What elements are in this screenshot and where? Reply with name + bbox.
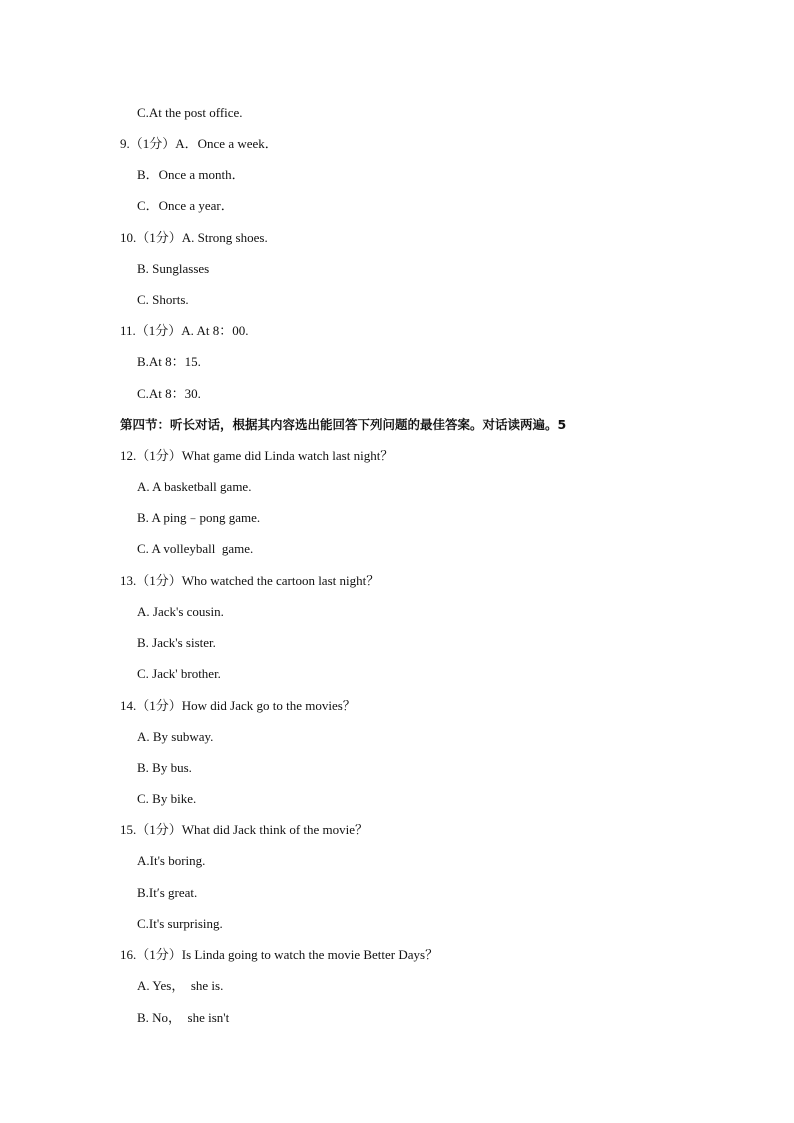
- option-15c: C.It's surprising.: [137, 916, 223, 931]
- question-11: 11.（1分）A. At 8：00.: [120, 323, 249, 338]
- question-13: 13.（1分）Who watched the cartoon last night？: [120, 573, 380, 588]
- option-9b: B．Once a month．: [137, 167, 245, 182]
- option-15b: B.It′s great.: [137, 885, 198, 900]
- option-13c: C. Jack' brother.: [137, 666, 221, 681]
- question-15: 15.（1分）What did Jack think of the movie？: [120, 822, 369, 837]
- question-10: 10.（1分）A. Strong shoes.: [120, 230, 268, 245]
- option-14a: A. By subway.: [137, 729, 214, 744]
- question-9: 9.（1分）A．Once a week．: [120, 136, 278, 151]
- option-12a: A. A basketball game.: [137, 479, 252, 494]
- option-14b: B. By bus.: [137, 760, 192, 775]
- option-16a: A. Yes， she is.: [137, 978, 224, 993]
- option-11b: B.At 8：15.: [137, 354, 201, 369]
- option-9c: C．Once a year．: [137, 198, 234, 213]
- option-11c: C.At 8：30.: [137, 386, 201, 401]
- option-13a: A. Jack's cousin.: [137, 604, 224, 619]
- option-10c: C. Shorts.: [137, 292, 189, 307]
- question-14: 14.（1分）How did Jack go to the movies？: [120, 698, 356, 713]
- section-heading: 第四节：听长对话，根据其内容选出能回答下列问题的最佳答案。对话读两遍。5: [120, 417, 567, 432]
- option-14c: C. By bike.: [137, 791, 197, 806]
- option-8c: C.At the post office.: [137, 105, 243, 120]
- option-10b: B. Sunglasses: [137, 261, 210, 276]
- option-12b: B. A ping﹣pong game.: [137, 510, 261, 525]
- option-16b: B. No， she isn't: [137, 1010, 230, 1025]
- option-15a: A.It's boring.: [137, 853, 206, 868]
- option-13b: B. Jack's sister.: [137, 635, 216, 650]
- question-12: 12.（1分）What game did Linda watch last night？: [120, 448, 394, 463]
- option-12c: C. A volleyball game.: [137, 541, 254, 556]
- question-16: 16.（1分）Is Linda going to watch the movie Better Days？: [120, 947, 439, 962]
